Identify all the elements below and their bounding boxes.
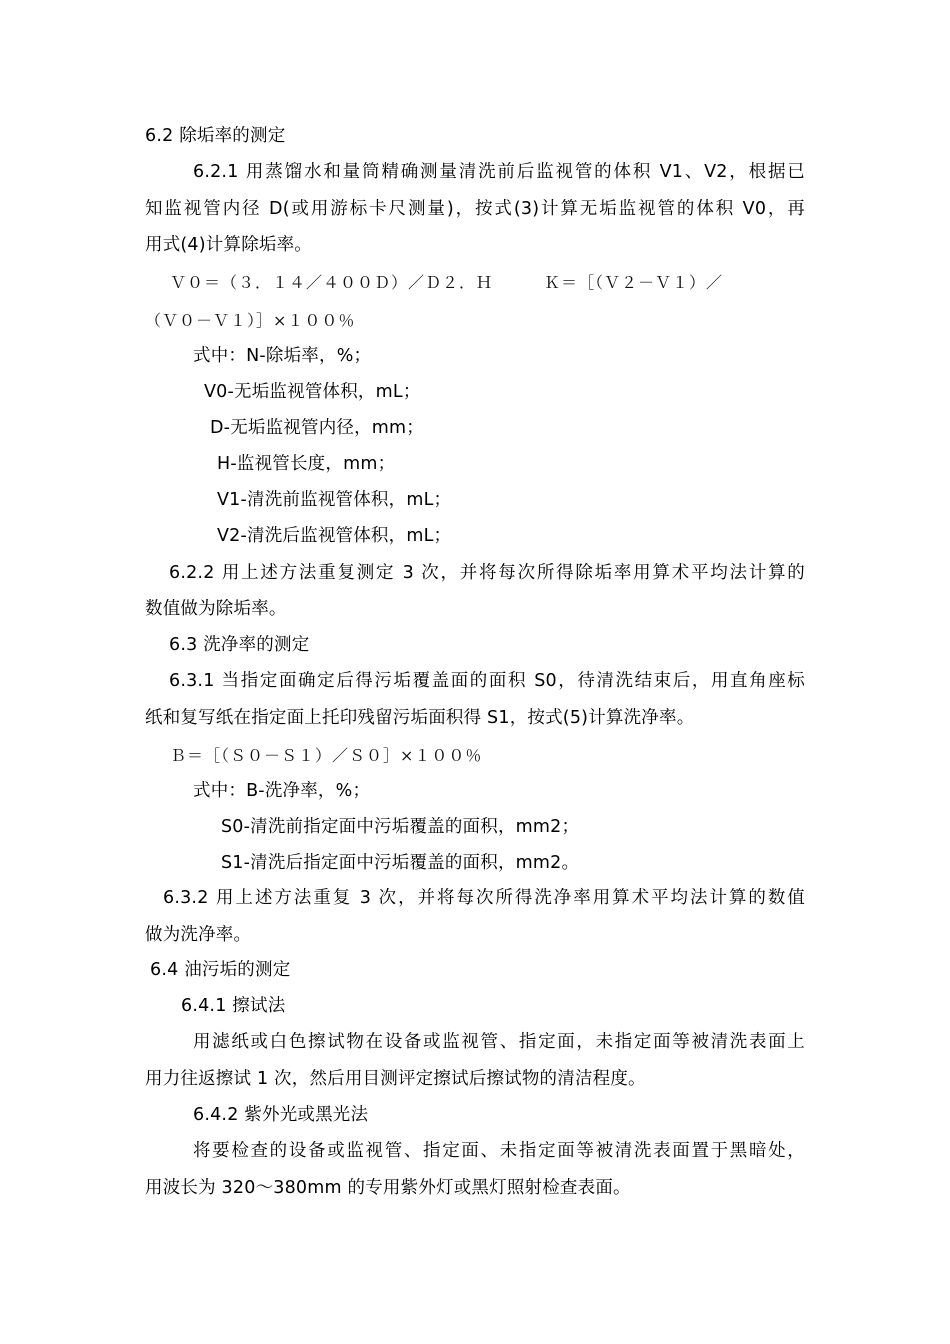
paragraph-6-3-2-line-2: 做为洗净率。 [145,925,252,945]
paragraph-6-3-2-line-1: 6.3.2 用上述方法重复 3 次，并将每次所得洗净率用算术平均法计算的数值 [163,888,805,908]
section-heading-6-3: 6.3 洗净率的测定 [169,635,310,655]
paragraph-6-2-2-line-2: 数值做为除垢率。 [145,599,287,619]
paragraph-6-4-1-line-1: 用滤纸或白色擦试物在设备或监视管、指定面，未指定面等被清洗表面上 [193,1032,805,1052]
where-v0: V0-无垢监视管体积，mL； [204,382,421,402]
section-heading-6-4: 6.4 油污垢的测定 [150,960,291,980]
where-d: D-无垢监视管内径，mm； [210,418,424,438]
where-n: 式中：N-除垢率，%； [193,346,372,366]
paragraph-6-4-2-line-2: 用波长为 320～380mm 的专用紫外灯或黑灯照射检查表面。 [145,1178,631,1198]
section-heading-6-4-2: 6.4.2 紫外光或黑光法 [193,1105,369,1125]
paragraph-6-4-2-line-1: 将要检查的设备或监视管、指定面、未指定面等被清洗表面置于黑暗处， [193,1141,805,1161]
paragraph-6-2-2-line-1: 6.2.2 用上述方法重复测定 3 次，并将每次所得除垢率用算术平均法计算的 [169,563,805,583]
formula-v0-k-line-1: Ｖ０＝（３．１４／４００Ｄ）／Ｄ２．Ｈ Ｋ＝［（Ｖ２－Ｖ１）／ [170,273,724,292]
paragraph-6-3-1-line-1: 6.3.1 当指定面确定后得污垢覆盖面的面积 S0，待清洗结束后，用直角座标 [169,671,805,691]
paragraph-6-2-1-line-3: 用式(4)计算除垢率。 [145,235,312,255]
where-v2: V2-清洗后监视管体积，mL； [217,526,452,546]
formula-v0-k-line-2: （Ｖ０－Ｖ１）］×１００％ [145,311,356,330]
formula-b: Ｂ＝［（Ｓ０－Ｓ１）／Ｓ０］×１００％ [170,746,483,765]
paragraph-6-2-1-line-1: 6.2.1 用蒸馏水和量筒精确测量清洗前后监视管的体积 V1、V2，根据已 [193,162,805,182]
paragraph-6-3-1-line-2: 纸和复写纸在指定面上托印残留污垢面积得 S1，按式(5)计算洗净率。 [145,708,695,728]
where-b: 式中：B-洗净率，%； [193,781,371,801]
where-h: H-监视管长度，mm； [217,454,396,474]
section-heading-6-2: 6.2 除垢率的测定 [145,126,286,146]
paragraph-6-2-1-line-2: 知监视管内径 D(或用游标卡尺测量)，按式(3)计算无垢监视管的体积 V0，再 [145,199,805,219]
where-v1: V1-清洗前监视管体积，mL； [217,490,452,510]
where-s1: S1-清洗后指定面中污垢覆盖的面积，mm2。 [221,853,580,873]
paragraph-6-4-1-line-2: 用力往返擦试 1 次，然后用目测评定擦试后擦试物的清洁程度。 [145,1069,646,1089]
section-heading-6-4-1: 6.4.1 擦试法 [181,996,286,1016]
where-s0: S0-清洗前指定面中污垢覆盖的面积，mm2； [221,817,580,837]
